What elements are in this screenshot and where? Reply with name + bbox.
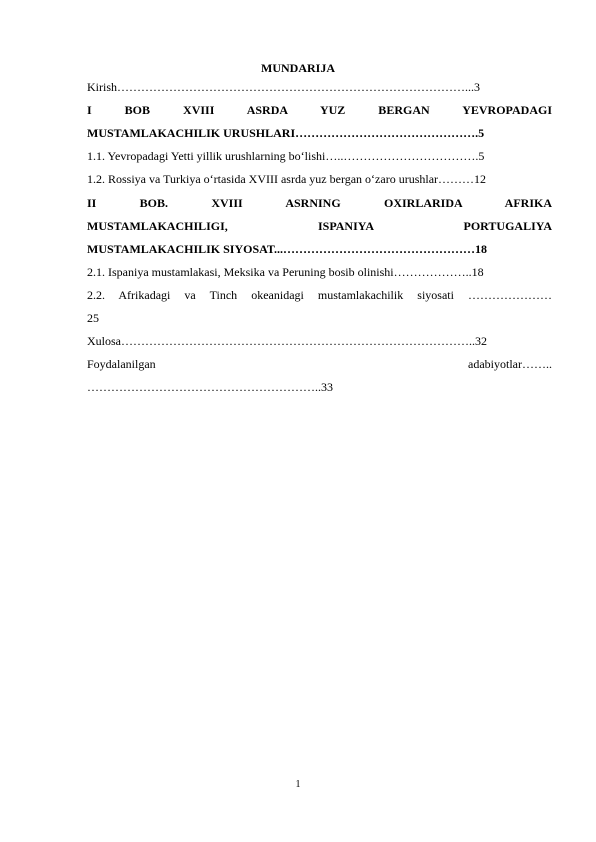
- toc-entry-2-2-page: 25: [87, 311, 99, 325]
- page-number: 1: [295, 779, 301, 790]
- toc-entry-2-2: 2.2. Afrikadagi va Tinch okeanidagi mustamlakachilik siyosati …………………: [87, 288, 552, 302]
- toc-chapter-1-line-1: I BOB XVIII ASRDA YUZ BERGAN YEVROPADAGI: [87, 103, 552, 117]
- toc-chapter-2-line-3: MUSTAMLAKACHILIK SIYOSAT...…………………………………………18: [87, 242, 488, 256]
- toc-entry-kirish: Kirish……………………………………………………………………………...3: [87, 80, 480, 94]
- toc-entry-foydalanilgan: Foydalanilgan adabiyotlar……..: [87, 357, 552, 371]
- toc-chapter-1-line-2: MUSTAMLAKACHILIK URUSHLARI……………………………………….5: [87, 126, 485, 140]
- page-title: MUNDARIJA: [261, 61, 335, 75]
- toc-entry-foydalanilgan-page: …………………………………………………..33: [87, 380, 333, 394]
- toc-entry-xulosa: Xulosa……………………………………………………………………………..32: [87, 334, 487, 348]
- toc-entry-2-1: 2.1. Ispaniya mustamlakasi, Meksika va Peruning bosib olinishi………………..18: [87, 265, 484, 279]
- toc-entry-1-1: 1.1. Yevropadagi Yetti yillik urushlarning bo‘lishi…..…………………………….5: [87, 149, 485, 163]
- toc-chapter-2-line-2: MUSTAMLAKACHILIGI, ISPANIYA PORTUGALIYA: [87, 219, 552, 233]
- toc-chapter-2-line-1: II BOB. XVIII ASRNING OXIRLARIDA AFRIKA: [87, 196, 552, 210]
- toc-entry-1-2: 1.2. Rossiya va Turkiya o‘rtasida XVIII asrda yuz bergan o‘zaro urushlar………12: [87, 172, 487, 186]
